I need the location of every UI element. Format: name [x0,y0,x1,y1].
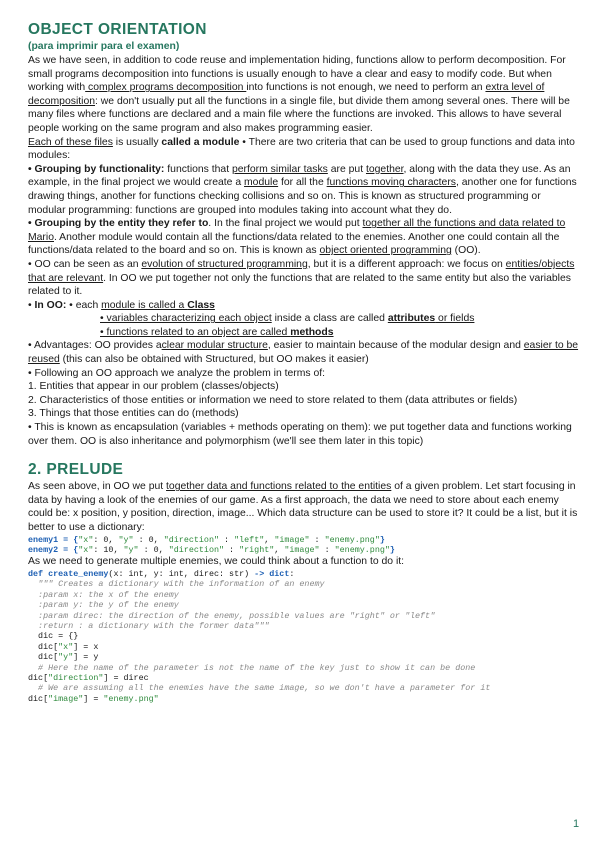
section-title-prelude: 2. PRELUDE [28,461,124,479]
methods-line: • functions related to an object are called methods [100,326,334,338]
code-docstring: :param x: the x of the enemy [28,589,179,600]
code-docstring: """ Creates a dictionary with the information of an enemy [28,579,325,590]
code-comment: # We are assuming all the enemies have the same image, so we don't have a parameter for it [28,683,491,694]
page-title: OBJECT ORIENTATION [28,21,207,38]
code-line: def create_enemy(x: int, y: int, direc: str) -> dict: [28,569,295,579]
analysis-item: 1. Entities that appear in our problem (classes/objects) [28,381,279,393]
oo-bullet: • OO can be seen as an evolution of structured programming, but it is a different approach: we focus on entities/objects that are relevant. In OO we put together not only the functions that are related to the same entity but also the variables related to it. [28,258,575,298]
code-line: dic["x"] = x [28,641,99,652]
entity-bullet: • Grouping by the entity they refer to. In the final project we would put together all the functions and data related to Mario. Another module would contain all the functions/data related to the enemies. Another one could contain all the functions/data related to the board and so on. This is known as object oriented programming (OO). [28,218,566,257]
document-content [28,20,580,704]
code-line: dic["y"] = y [28,652,99,663]
attributes-line: • variables characterizing each object inside a class are called attributes or fields [100,313,475,325]
code-enemy1: enemy1 = {"x": 0, "y" : 0, "direction" : "left", "image" : "enemy.png"} [28,534,385,545]
analysis-item: 3. Things that those entities can do (methods) [28,408,239,420]
code-enemy2: enemy2 = {"x": 10, "y" : 0, "direction" : "right", "image" : "enemy.png"} [28,545,395,555]
advantages-bullet: • Advantages: OO provides aclear modular structure, easier to maintain because of the modular design and easier to be reused (this can also be obtained with Structured, but OO makes it easier) [28,340,579,366]
functionality-bullet: • Grouping by functionality: functions that perform similar tasks are put together, along with the data they use. As an example, in the final project we would create a module for all the functions moving characters, another one for functions drawing things, another for functions checking collisions and so on. This is known as structured programming or modular programming: functions are grouped into modules taking into account what they do. [28,163,577,216]
code-docstring: :param y: the y of the enemy [28,600,179,611]
modules-paragraph: Each of these files is usually called a module • There are two criteria that can be used to group functions and data into modules: [28,136,575,162]
code-line: dic = {} [28,631,79,642]
code-docstring: :param direc: the direction of the enemy, possible values are "right" or "left" [28,610,436,621]
code-comment: # Here the name of the parameter is not the name of the key just to show it can be done [28,662,476,673]
code-line: dic["direction"] = direc [28,673,149,684]
function-intro: As we need to generate multiple enemies, we could think about a function to do it: [28,556,405,568]
code-docstring: :return : a dictionary with the former data""" [28,621,270,632]
encapsulation-bullet: • This is known as encapsulation (variables + methods operating on them): we put together data and functions working over them. OO is also inheritance and polymorphism (we'll see them later in this topic) [28,422,572,447]
page-subtitle: (para imprimir para el examen) [28,41,180,52]
in-oo-line: • In OO: • each module is called a Class [28,299,215,311]
analysis-item: 2. Characteristics of those entities or information we need to store related to them (data attributes or fields) [28,394,518,406]
analysis-intro: • Following an OO approach we analyze the problem in terms of: [28,367,326,379]
intro-paragraph: As we have seen, in addition to code reuse and implementation hiding, functions allow to perform decomposition. For small programs decomposition into functions is usually enough to have a clear and easy to modify code. But when working with complex programs decomposition into functions is not enough, we need to perform an extra level of decomposition: we don't usually put all the functions in a single file, but divide them among several ones. There will be many files where functions are declared and a main file where the functions are invoked. This allows to have several people working on the same program and also makes programming easier. [28,55,570,134]
code-line: dic["image"] = "enemy.png" [28,693,159,704]
code-create-enemy [28,569,580,704]
page-number: 1 [573,818,580,830]
prelude-paragraph: As seen above, in OO we put together data and functions related to the entities of a given problem. Let start focusing in data by having a look of the enemies of our game. As a first approach, the data we need to store about each enemy could be: x position, y position, direction, image... Which data structure can be used to store it? It could be a list, but it is better to use a dictionary: [28,481,578,533]
